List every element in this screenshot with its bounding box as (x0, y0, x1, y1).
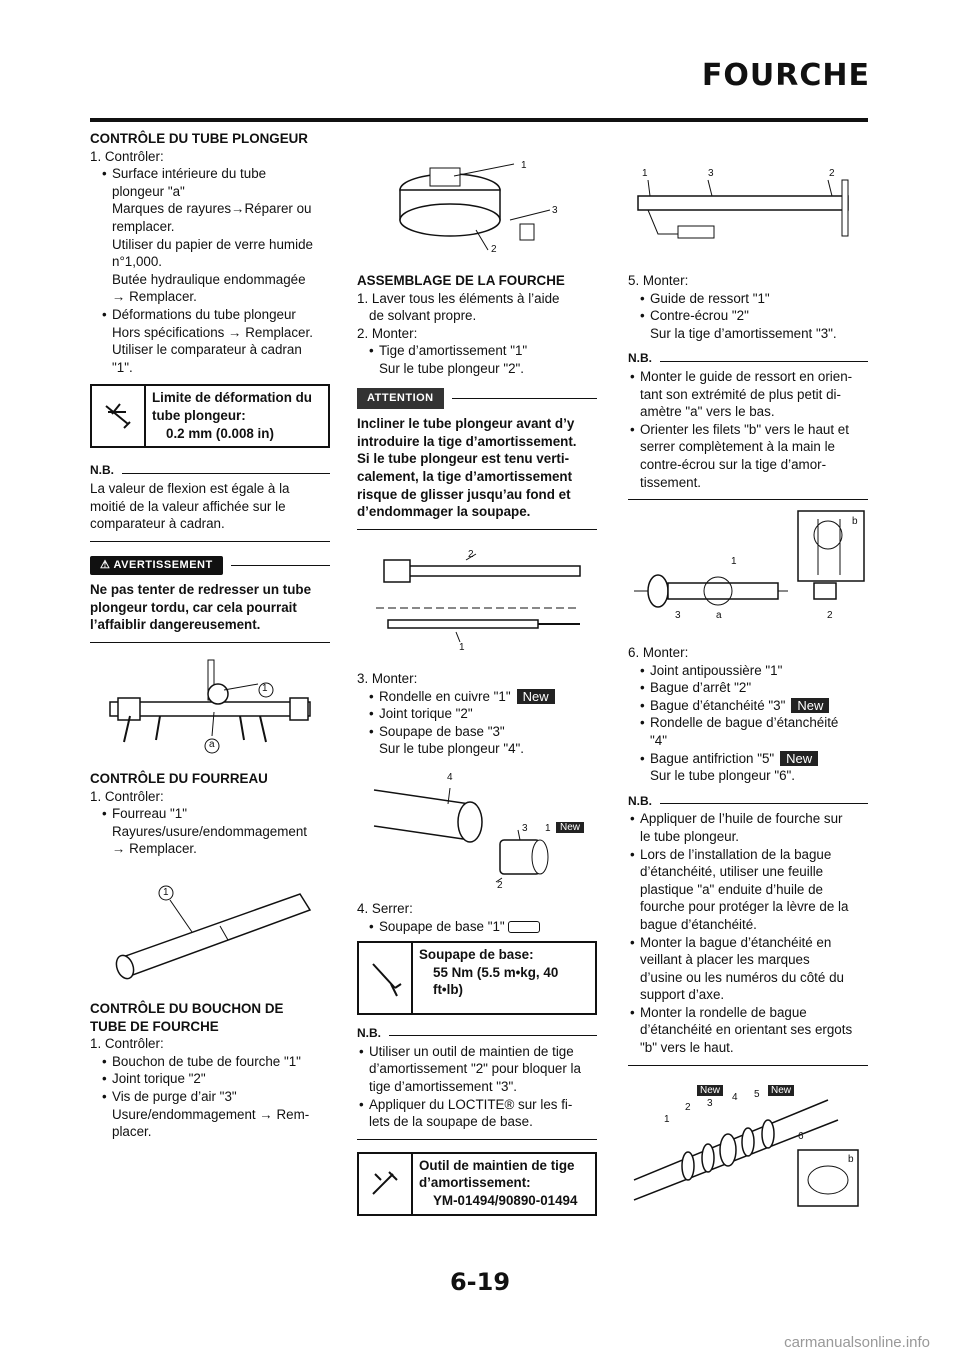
damper-rod-figure (370, 540, 600, 650)
spec-label: Limite de déformation du (152, 390, 312, 406)
list-item: Sur le tube plongeur "2". (379, 360, 524, 376)
list-item: "b" vers le haut. (640, 1040, 734, 1056)
list-item: Utiliser du papier de verre humide (112, 236, 313, 252)
outer-tube-figure (100, 880, 330, 990)
list-item: tige d’amortissement "3". (369, 1078, 517, 1094)
callout: 3 (522, 823, 528, 834)
new-badge: New (791, 698, 829, 713)
list-item: remplacer. (112, 218, 175, 234)
step-line: 1. Contrôler: (90, 1036, 164, 1052)
callout: 2 (491, 244, 497, 255)
list-item: Rayures/usure/endommagement (112, 823, 308, 839)
list-item: • Contre-écrou "2" (628, 307, 868, 325)
attention-text: Incliner le tube plongeur avant d’y (357, 416, 575, 432)
list-item: • Tige d’amortissement "1" (357, 342, 597, 360)
callout: 1 (262, 683, 268, 694)
new-badge: New (517, 689, 555, 704)
list-item: "4" (650, 732, 667, 748)
list-item (357, 918, 597, 936)
column-2-step-4 (357, 900, 597, 1216)
list-item: • Joint antipoussière "1" (628, 662, 868, 680)
callout: 2 (827, 610, 833, 621)
warning-text: l’affaiblir dangereusement. (90, 617, 261, 633)
list-item: • Vis de purge d’air "3" (90, 1088, 330, 1106)
list-item: Utiliser le comparateur à cadran (112, 342, 302, 358)
list-item: Sur le tube plongeur "6". (650, 768, 795, 784)
list-item: • Rondelle de bague d’étanchéité (628, 714, 868, 732)
callout: 1 (642, 168, 648, 179)
column-3 (628, 272, 868, 500)
callout: 2 (497, 880, 503, 891)
list-item: support d’axe. (640, 987, 725, 1003)
spec-value: 55 Nm (5.5 m•kg, 40 (433, 964, 559, 980)
wrench-icon (359, 943, 413, 1013)
callout: 4 (732, 1092, 738, 1103)
list-item: serrer complètement à la main le (640, 439, 835, 455)
callout: 2 (468, 549, 474, 560)
page-title: FOURCHE (701, 58, 870, 93)
callout: b (852, 516, 858, 527)
oil-seal-figure (628, 1080, 868, 1210)
list-item: • Surface intérieure du tube (90, 165, 330, 183)
torque-wrench-icon (508, 921, 540, 933)
section-title: TUBE DE FOURCHE (90, 1018, 219, 1034)
attention-heading (357, 388, 597, 410)
list-item: tissement. (640, 474, 702, 490)
spec-value: ft•lb) (433, 982, 463, 998)
callout: 1 (664, 1114, 670, 1125)
warning-icon: ⚠ (100, 558, 114, 571)
list-item: • Soupape de base "3" (357, 723, 597, 741)
step-line: de solvant propre. (369, 308, 477, 324)
spec-value: 0.2 mm (0.008 in) (166, 425, 274, 441)
new-badge: New (556, 822, 584, 833)
list-item: fourche pour protéger la lèvre de la (640, 899, 849, 915)
warning-text: plongeur tordu, car cela pourrait (90, 599, 297, 615)
step-line: 5. Monter: (628, 273, 689, 288)
attention-text: risque de glisser jusqu’au fond et (357, 486, 571, 502)
list-item: • Guide de ressort "1" (628, 290, 868, 308)
list-item: • Déformations du tube plongeur (90, 306, 330, 324)
list-item: tant son extrémité de plus petit di- (640, 386, 841, 402)
rule (357, 529, 597, 530)
column-2 (357, 272, 597, 530)
list-item-text: Rondelle en cuivre "1" (379, 688, 511, 704)
watermark: carmanualsonline.info (784, 1334, 930, 1351)
warning-heading (90, 556, 330, 576)
fork-cap-figure (390, 150, 590, 270)
nb-heading: N.B. (628, 350, 868, 368)
nb-text: moitié de la valeur affichée sur le (90, 498, 286, 514)
list-item: plastique "a" enduite d’huile de (640, 881, 823, 897)
nb-heading: N.B. (628, 793, 868, 811)
column-1-section-3 (90, 1000, 330, 1141)
list-item: • Utiliser un outil de maintien de tige (357, 1043, 597, 1061)
warning-label: AVERTISSEMENT (113, 558, 213, 571)
list-item: d’usine ou les numéros du côté du (640, 969, 844, 985)
list-item: d’amortissement "2" pour bloquer la (369, 1061, 581, 1077)
tool-label: Outil de maintien de tige (419, 1157, 575, 1173)
section-title: ASSEMBLAGE DE LA FOURCHE (357, 273, 565, 288)
step-line: 4. Serrer: (357, 901, 413, 916)
list-item: • Joint torique "2" (90, 1070, 330, 1088)
column-3-step-6 (628, 644, 868, 1066)
callout: b (848, 1154, 854, 1165)
list-item: • Appliquer du LOCTITE® sur les fi- (357, 1096, 597, 1114)
attention-text: introduire la tige d’amortissement. (357, 433, 577, 449)
section-title: CONTRÔLE DU FOURREAU (90, 771, 268, 786)
list-item: → Remplacer. (112, 289, 197, 305)
list-item: • Monter le guide de ressort en orien- (628, 368, 868, 386)
step-line: 3. Monter: (357, 671, 418, 686)
column-1 (90, 130, 330, 643)
callout: 3 (708, 168, 714, 179)
new-badge: New (768, 1085, 794, 1096)
spec-label: Soupape de base: (419, 947, 534, 963)
list-item: lets de la soupape de base. (369, 1114, 533, 1130)
nb-heading: N.B. (90, 462, 330, 480)
list-item: • Bouchon de tube de fourche "1" (90, 1053, 330, 1071)
list-item: • Lors de l’installation de la bague (628, 846, 868, 864)
step-line: 1. Contrôler: (90, 788, 164, 804)
list-item: • Appliquer de l’huile de fourche sur (628, 810, 868, 828)
list-item-text: Bague antifriction "5" (650, 750, 775, 766)
rule (90, 642, 330, 643)
list-item: → Remplacer. (112, 841, 197, 857)
list-item: Usure/endommagement → Rem- (112, 1106, 310, 1122)
list-item (628, 750, 868, 768)
list-item: • Joint torique "2" (357, 705, 597, 723)
column-2-step-3 (357, 670, 597, 758)
deflection-icon (92, 386, 146, 446)
list-item: d’étanchéité, utiliser une feuille (640, 864, 824, 880)
list-item: • Monter la bague d’étanchéité en (628, 934, 868, 952)
warning-text: Ne pas tenter de redresser un tube (90, 582, 312, 598)
callout: 3 (707, 1098, 713, 1109)
nb-heading: N.B. (357, 1025, 597, 1043)
section-title: CONTRÔLE DU BOUCHON DE (90, 1001, 284, 1016)
new-badge: New (780, 751, 818, 766)
section-title: CONTRÔLE DU TUBE PLONGEUR (90, 131, 308, 146)
tool-label: d’amortissement: (419, 1175, 531, 1191)
nb-text: La valeur de flexion est égale à la (90, 480, 290, 496)
callout: 1 (163, 887, 169, 898)
list-item-text: Soupape de base "1" (379, 918, 505, 934)
spec-label: tube plongeur: (152, 407, 246, 423)
new-badge: New (697, 1085, 723, 1096)
list-item (357, 688, 597, 706)
tool-number: YM-01494/90890-01494 (433, 1192, 578, 1208)
callout: a (716, 610, 722, 621)
list-item: placer. (112, 1124, 152, 1140)
list-item: veillant à placer les marques (640, 952, 810, 968)
callout: 1 (459, 642, 465, 653)
list-item-text: Bague d’étanchéité "3" (650, 697, 786, 713)
step-line: 6. Monter: (628, 645, 689, 660)
rule (628, 499, 868, 500)
callout: 2 (685, 1102, 691, 1113)
list-item: Marques de rayures→Réparer ou (112, 201, 312, 217)
callout: 1 (545, 823, 551, 834)
callout: 5 (754, 1089, 760, 1100)
step-line: 1. Contrôler: (90, 148, 164, 164)
nb-text: comparateur à cadran. (90, 516, 225, 532)
list-item (628, 697, 868, 715)
step-line: 1. Laver tous les éléments à l’aide (357, 290, 560, 306)
list-item: amètre "a" vers le bas. (640, 404, 775, 420)
callout: a (209, 739, 215, 750)
list-item: plongeur "a" (112, 183, 185, 199)
callout: 3 (552, 205, 558, 216)
callout: 1 (521, 160, 527, 171)
list-item: contre-écrou sur la tige d’amor- (640, 456, 827, 472)
torque-spec-box (357, 941, 597, 1015)
list-item: le tube plongeur. (640, 828, 740, 844)
list-item: d’étanchéité en orientant ses ergots (640, 1022, 853, 1038)
list-item: • Fourreau "1" (90, 805, 330, 823)
step-line: 2. Monter: (357, 325, 418, 341)
list-item: Butée hydraulique endommagée (112, 271, 306, 287)
dial-gauge-figure (100, 650, 330, 760)
list-item: Hors spécifications → Remplacer. (112, 324, 313, 340)
attention-text: calement, la tige d’amortissement (357, 468, 573, 484)
list-item: • Monter la rondelle de bague (628, 1004, 868, 1022)
callout: 2 (829, 168, 835, 179)
tool-box (357, 1152, 597, 1216)
callout: 4 (447, 772, 453, 783)
callout: 3 (675, 610, 681, 621)
tool-icon (359, 1154, 413, 1214)
rule (628, 1065, 868, 1066)
list-item: bague d’étanchéité. (640, 916, 757, 932)
list-item: "1". (112, 359, 133, 375)
list-item: Sur la tige d’amortissement "3". (650, 325, 837, 341)
attention-text: Si le tube plongeur est tenu verti- (357, 451, 570, 467)
list-item: • Bague d’arrêt "2" (628, 679, 868, 697)
header-rule (90, 118, 868, 122)
column-1-section-2 (90, 770, 330, 858)
list-item: n°1,000. (112, 254, 163, 270)
page-number: 6-19 (449, 1268, 511, 1296)
attention-label: ATTENTION (357, 388, 444, 410)
spec-box (90, 384, 330, 448)
list-item: • Orienter les filets "b" vers le haut et (628, 421, 868, 439)
list-item: Sur le tube plongeur "4". (379, 741, 524, 757)
callout: 1 (731, 556, 737, 567)
attention-text: d’endommager la soupape. (357, 504, 531, 520)
callout: 6 (798, 1131, 804, 1142)
